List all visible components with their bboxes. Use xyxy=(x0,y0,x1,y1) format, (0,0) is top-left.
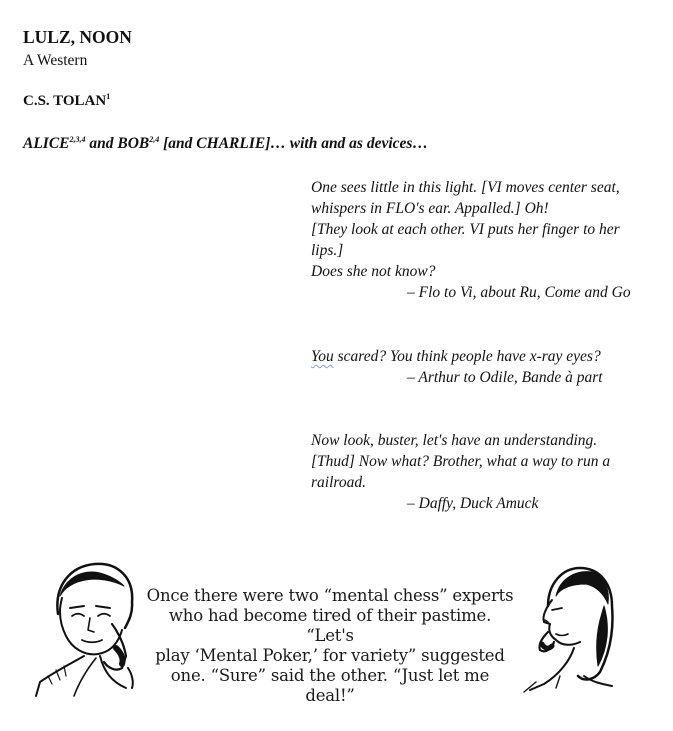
byline-and: and xyxy=(85,135,118,152)
epigraph-line: One sees little in this light. [VI moves center seat, xyxy=(311,179,620,196)
man-on-telephone-icon xyxy=(36,564,133,696)
cartoon-caption-line: play ‘Mental Poker,’ for variety” suggested xyxy=(155,646,505,665)
epigraph-line: railroad. xyxy=(311,474,366,491)
epigraph-attribution: – Arthur to Odile, Bande à part xyxy=(407,369,603,386)
byline xyxy=(23,135,428,153)
cartoon-caption-line: who had become tired of their pastime. “Let's xyxy=(168,606,492,645)
byline-rest: [and CHARLIE]… with and as devices… xyxy=(159,135,428,152)
byline-mark-bob: 2,4 xyxy=(149,134,160,144)
author-line xyxy=(23,93,110,110)
byline-mark-alice: 2,3,4 xyxy=(69,134,86,144)
byline-name-alice: ALICE xyxy=(23,135,70,152)
author-footnote-mark: 1 xyxy=(106,92,111,101)
woman-on-telephone-icon xyxy=(524,568,613,692)
cartoon-caption xyxy=(145,586,515,706)
epigraph-attribution: – Flo to Vi, about Ru, Come and Go xyxy=(407,284,631,301)
epigraph-come-and-go xyxy=(311,177,656,303)
epigraph-line: Now look, buster, let's have an understanding. xyxy=(311,432,598,449)
epigraph-line: [Thud] Now what? Brother, what a way to run a xyxy=(311,453,611,470)
epigraph-line: Does she not know? xyxy=(311,263,436,280)
byline-name-bob: BOB xyxy=(117,135,150,152)
epigraph-bande-a-part xyxy=(311,346,656,388)
cartoon-caption-line: Once there were two “mental chess” experts xyxy=(146,586,514,605)
epigraph-line-rest: scared? You think people have x-ray eyes? xyxy=(333,348,601,365)
paper-title: LULZ, NOON xyxy=(23,27,132,47)
paper-subtitle: A Western xyxy=(23,52,88,69)
author-name: C.S. TOLAN xyxy=(23,93,107,109)
epigraph-line xyxy=(311,346,656,367)
epigraph-attribution: – Daffy, Duck Amuck xyxy=(407,495,539,512)
epigraph-line: [They look at each other. VI puts her finger to her xyxy=(311,221,620,238)
epigraph-line: whispers in FLO's ear. Appalled.] Oh! xyxy=(311,200,549,217)
cartoon-caption-line: one. “Sure” said the other. “Just let me deal!” xyxy=(170,666,490,705)
epigraph-line: lips.] xyxy=(311,242,344,259)
epigraph-duck-amuck xyxy=(311,430,656,514)
spellcheck-word: You xyxy=(311,348,334,365)
